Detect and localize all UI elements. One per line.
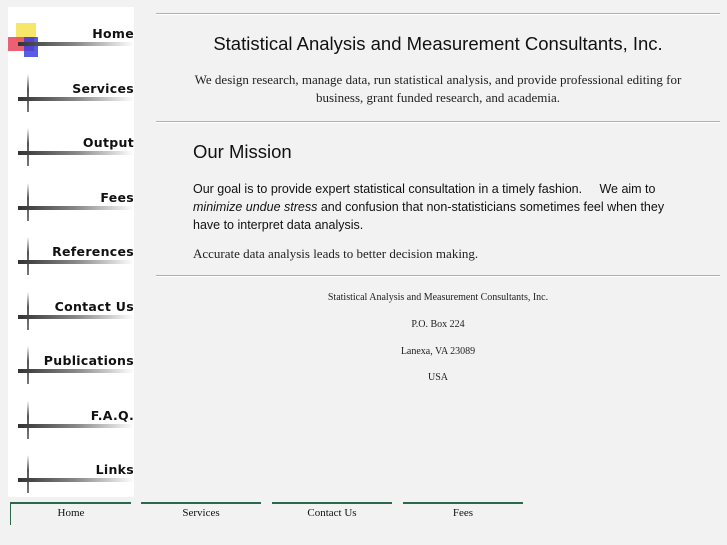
sidebar-item-faq[interactable] (8, 389, 134, 443)
sidebar-item-home[interactable] (8, 7, 134, 61)
page-title: Statistical Analysis and Measurement Consultants, Inc. (213, 33, 663, 54)
footer-company: Statistical Analysis and Measurement Consultants, Inc. (327, 292, 549, 303)
mission-heading: Our Mission (193, 141, 292, 162)
sidebar-item-label: Fees (100, 190, 134, 205)
tab-services[interactable]: Services (141, 502, 261, 525)
tagline: We design research, manage data, run statistical analysis, and provide professional editing for business, grant funded research, and academia. (194, 72, 682, 105)
main-content (156, 0, 720, 500)
tab-fees[interactable]: Fees (403, 502, 523, 525)
sidebar-item-label: Contact Us (54, 299, 134, 314)
sidebar-item-label: Publications (43, 353, 134, 368)
sidebar-item-references[interactable] (8, 225, 134, 279)
tab-home[interactable]: Home (10, 502, 131, 525)
sidebar-item-publications[interactable] (8, 334, 134, 388)
sidebar-item-label: Output (82, 135, 134, 150)
footer-country: USA (427, 372, 448, 383)
divider (156, 121, 720, 123)
footer-po-box: P.O. Box 224 (411, 319, 465, 330)
divider (156, 275, 720, 277)
mission-closing: Accurate data analysis leads to better decision making. (193, 246, 479, 261)
sidebar-item-label: F.A.Q. (90, 408, 134, 423)
sidebar-item-links[interactable] (8, 443, 134, 497)
sidebar-item-label: Home (92, 26, 134, 41)
sidebar-item-label: References (52, 244, 134, 259)
sidebar-item-output[interactable] (8, 116, 134, 170)
mission-text (193, 180, 693, 234)
sidebar-item-fees[interactable] (8, 171, 134, 225)
mission-text-part1: Our goal is to provide expert statistical consultation in a timely fashion. We aim to (193, 182, 659, 196)
sidebar-item-services[interactable] (8, 62, 134, 116)
footer-city: Lanexa, VA 23089 (400, 346, 476, 357)
sidebar-item-contact-us[interactable] (8, 280, 134, 334)
mission-text-part2: and confusion that non-statisticians sometimes feel when they have to interpret data analysis. (193, 200, 665, 232)
tab-contact-us[interactable]: Contact Us (272, 502, 392, 525)
divider (156, 13, 720, 15)
sidebar-nav (8, 7, 134, 497)
mission-text-emphasis: minimize undue stress (193, 200, 318, 214)
sidebar-item-label: Links (95, 462, 134, 477)
sidebar-item-label: Services (72, 81, 134, 96)
bottom-tab-bar (10, 502, 540, 524)
